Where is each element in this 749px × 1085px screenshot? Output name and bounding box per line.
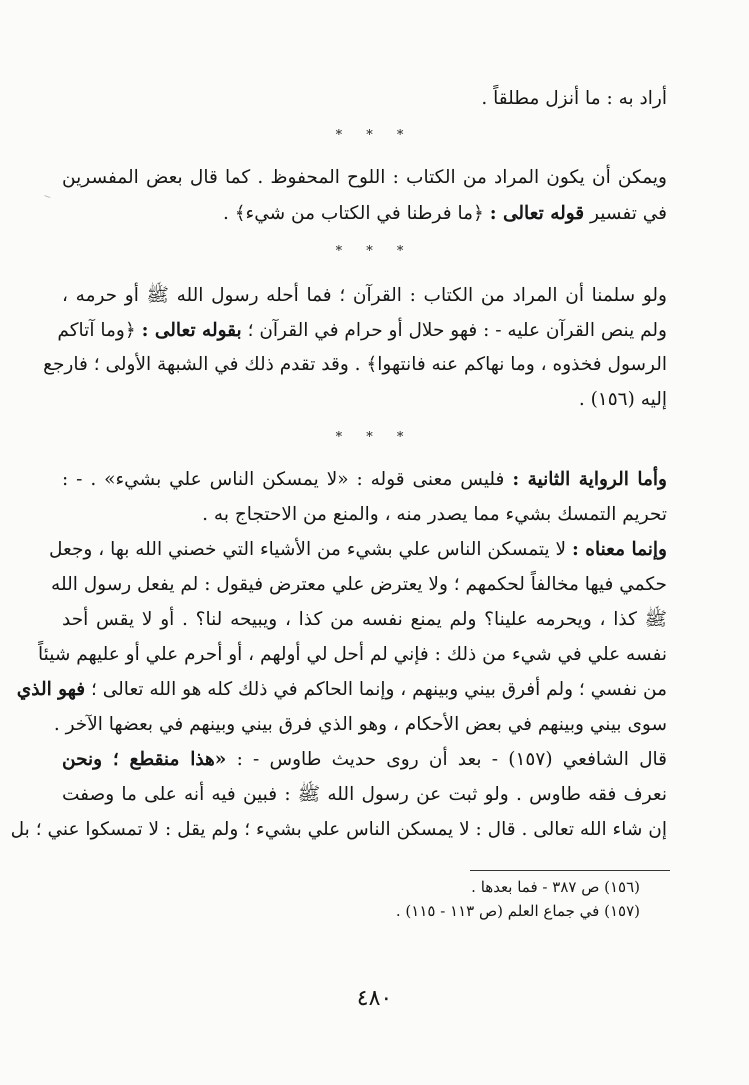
text-line-15: سوى بيني وبينهم في بعض الأحكام ، وهو الذي فرق بيني وبينهم في بعضها الآخر .: [53, 714, 667, 735]
scan-speck: [44, 195, 51, 200]
section-separator-2: * * *: [335, 244, 414, 259]
text-line-5: ولم ينص القرآن عليه - : فهو حلال أو حرام في القرآن ؛ بقوله تعالى : ﴿وما آتاكم: [57, 320, 667, 341]
section-separator-1: * * *: [335, 128, 414, 143]
text-line-18: إن شاء الله تعالى . قال : لا يمسكن الناس علي بشيء ؛ ولم يقل : لا تمسكوا عني ؛ بل: [10, 819, 667, 840]
text-line-9: تحريم التمسك بشيء مما يصدر منه ، والمنع من الاحتجاج به .: [202, 504, 667, 525]
text-line-8: وأما الرواية الثانية : فليس معنى قوله : «لا يمسكن الناس علي بشيء» . - :: [62, 469, 667, 490]
text-line-14: من نفسي ؛ ولم أفرق بيني وبينهم ، وإنما الحاكم في ذلك كله هو الله تعالى ؛ فهو الذي: [16, 679, 667, 700]
text-line-13: نفسه علي في شيء من ذلك : فإني لم أحل لي أولهم ، أو أحرم علي أو عليهم شيئاً: [38, 644, 667, 665]
text-line-17: نعرف فقه طاوس . ولو ثبت عن رسول الله ﷺ : فبين فيه أنه على ما وصفت: [62, 784, 667, 805]
text-line-11: حكمي فيها مخالفاً لحكمهم ؛ ولا يعترض علي معترض فيقول : لم يفعل رسول الله: [51, 574, 667, 595]
text-line-7: إليه (١٥٦) .: [578, 389, 667, 410]
text-line-16: قال الشافعي (١٥٧) - بعد أن روى حديث طاوس - : «هذا منقطع ؛ ونحن: [62, 749, 667, 770]
text-line-2: ويمكن أن يكون المراد من الكتاب : اللوح المحفوظ . كما قال بعض المفسرين: [62, 167, 667, 188]
text-line-6: الرسول فخذوه ، وما نهاكم عنه فانتهوا﴾ . وقد تقدم ذلك في الشبهة الأولى ؛ فارجع: [43, 354, 667, 375]
text-line-4: ولو سلمنا أن المراد من الكتاب : القرآن ؛ فما أحله رسول الله ﷺ أو حرمه ،: [62, 285, 667, 306]
footnote-157: (١٥٧) في جماع العلم (ص ١١٣ - ١١٥) .: [395, 902, 640, 920]
text-line-12: ﷺ كذا ، ويحرمه علينا؟ ولم يمنع نفسه من كذا ، ويبيحه لنا؟ . أو لا يقس أحد: [62, 609, 667, 630]
section-separator-3: * * *: [335, 430, 414, 445]
text-line-3: في تفسير قوله تعالى : ﴿ما فرطنا في الكتاب من شيء﴾ .: [222, 203, 667, 224]
page-number: ٤٨٠: [356, 986, 393, 1011]
footnote-divider: [470, 870, 670, 871]
text-line-10: وإنما معناه : لا يتمسكن الناس علي بشيء من الأشياء التي خصني الله بها ، وجعل: [49, 539, 667, 560]
footnote-156: (١٥٦) ص ٣٨٧ - فما بعدها .: [471, 878, 640, 896]
text-line-1: أراد به : ما أنزل مطلقاً .: [481, 88, 667, 109]
